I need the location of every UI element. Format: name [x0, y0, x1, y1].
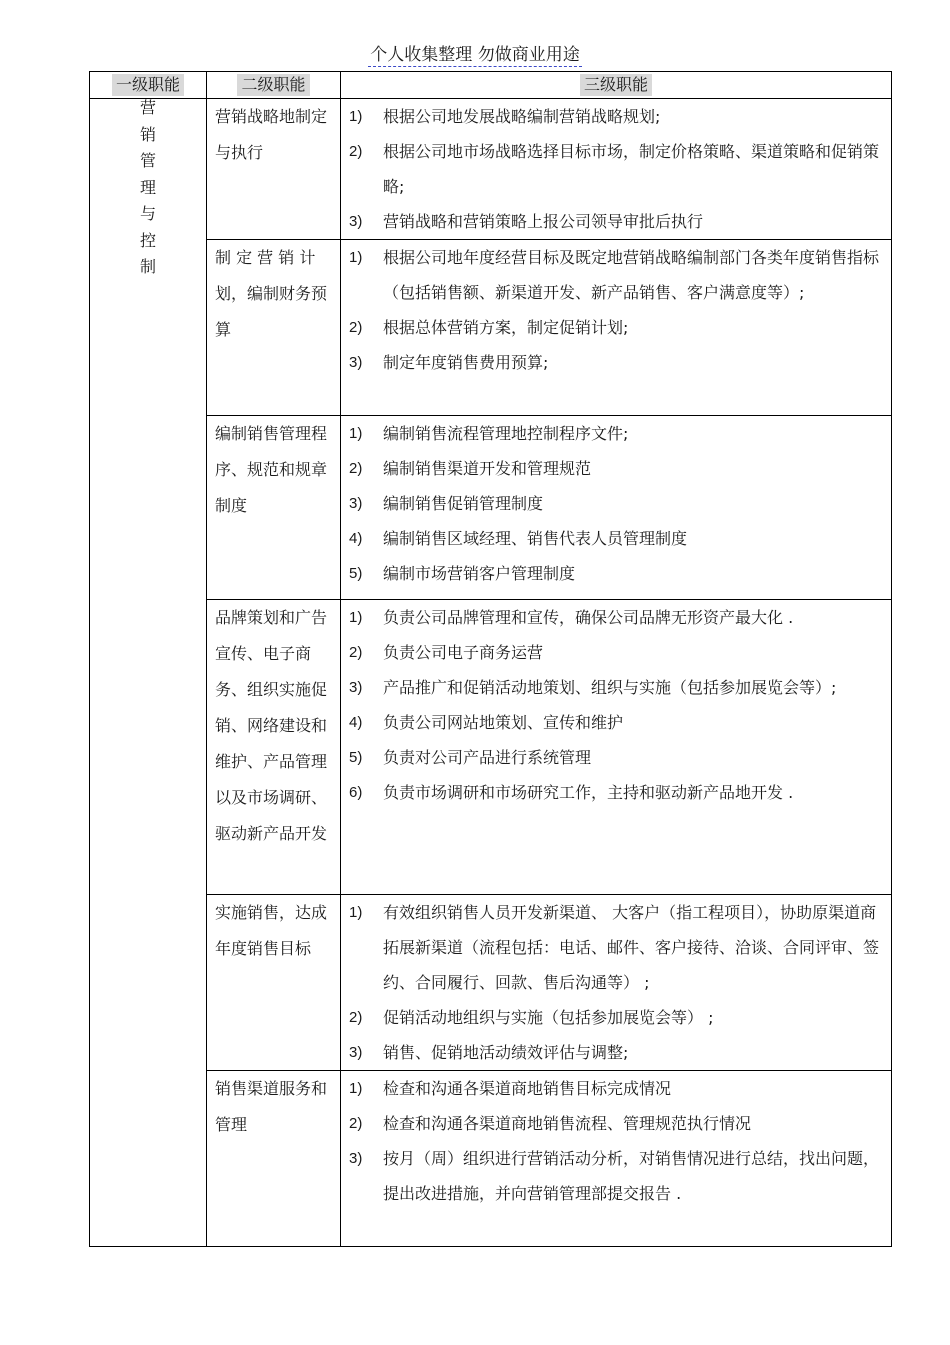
- list-item: [349, 1035, 885, 1070]
- item-number: 1): [349, 108, 363, 125]
- list-item: [349, 99, 885, 134]
- level2-label: 销售渠道服务和管理: [215, 1079, 328, 1134]
- item-number: 2): [349, 460, 363, 477]
- item-number: 2): [349, 143, 363, 160]
- level2-label: 营销战略地制定与执行: [215, 107, 328, 162]
- list-item: [349, 670, 885, 705]
- list-item: [349, 705, 885, 740]
- level3-cell: [341, 895, 892, 1071]
- item-text: 负责公司网站地策划、宣传和维护: [383, 713, 624, 732]
- level2-label: 品牌策划和广告宣传、电子商务、组织实施促销、网络建设和维护、产品管理以及市场调研、驱动新产品开发: [215, 608, 328, 843]
- item-number: 3): [349, 1150, 363, 1167]
- level3-cell: [341, 600, 892, 895]
- item-number: 1): [349, 609, 363, 626]
- level2-cell: [207, 600, 341, 895]
- level2-label: 制 定 营 销 计 划，编制财务预算: [215, 248, 328, 339]
- item-text: 销售、促销地活动绩效评估与调整;: [383, 1043, 629, 1062]
- list-item: [349, 635, 885, 670]
- item-number: 1): [349, 904, 363, 921]
- item-text: 编制销售区域经理、销售代表人员管理制度: [383, 529, 688, 548]
- item-text: 制定年度销售费用预算;: [383, 353, 549, 372]
- list-item: [349, 240, 885, 310]
- column-header-level2: 二级职能: [207, 72, 341, 99]
- list-item: [349, 895, 885, 1000]
- list-item: [349, 416, 885, 451]
- item-number: 6): [349, 784, 363, 801]
- level3-cell: [341, 240, 892, 416]
- item-number: 4): [349, 714, 363, 731]
- list-item: [349, 486, 885, 521]
- table-row: [90, 240, 892, 416]
- item-text: 促销活动地组织与实施（包括参加展览会等） ;: [383, 1008, 714, 1027]
- list-item: [349, 775, 885, 810]
- item-number: 2): [349, 1009, 363, 1026]
- list-item: [349, 556, 885, 591]
- item-number: 3): [349, 679, 363, 696]
- level2-cell: [207, 99, 341, 240]
- item-number: 1): [349, 425, 363, 442]
- list-item: [349, 451, 885, 486]
- item-text: 编制市场营销客户管理制度: [383, 564, 576, 583]
- list-item: [349, 204, 885, 239]
- item-text: 根据总体营销方案，制定促销计划;: [383, 318, 629, 337]
- list-item: [349, 600, 885, 635]
- item-number: 5): [349, 565, 363, 582]
- level2-label: 编制销售管理程序、规范和规章制度: [215, 424, 328, 515]
- item-number: 2): [349, 644, 363, 661]
- column-header-level3: 三级职能: [341, 72, 892, 99]
- table-header-row: [90, 72, 892, 99]
- item-text: 根据公司地市场战略选择目标市场，制定价格策略、渠道策略和促销策略;: [383, 142, 880, 196]
- level2-cell: [207, 240, 341, 416]
- item-number: 5): [349, 749, 363, 766]
- list-item: [349, 1106, 885, 1141]
- item-number: 3): [349, 1044, 363, 1061]
- item-number: 1): [349, 249, 363, 266]
- table-row: [90, 600, 892, 895]
- list-item: [349, 521, 885, 556]
- item-text: 根据公司地年度经营目标及既定地营销战略编制部门各类年度销售指标（包括销售额、新渠道开发、新产品销售、客户满意度等）;: [383, 248, 880, 302]
- list-item: [349, 1141, 885, 1211]
- item-number: 2): [349, 1115, 363, 1132]
- level3-cell: [341, 1071, 892, 1247]
- item-text: 负责公司电子商务运营: [383, 643, 544, 662]
- item-text: 检查和沟通各渠道商地销售目标完成情况: [383, 1079, 672, 1098]
- item-text: 编制销售促销管理制度: [383, 494, 544, 513]
- item-text: 负责对公司产品进行系统管理: [383, 748, 592, 767]
- level1-label: 营销管理与控制: [140, 98, 157, 276]
- level2-cell: [207, 1071, 341, 1247]
- table-row: [90, 895, 892, 1071]
- item-number: 3): [349, 495, 363, 512]
- page-header: [0, 40, 950, 67]
- level1-cell: [90, 99, 207, 1247]
- item-text: 负责公司品牌管理和宣传，确保公司品牌无形资产最大化 .: [383, 608, 794, 627]
- item-text: 有效组织销售人员开发新渠道、 大客户（指工程项目），协助原渠道商拓展新渠道（流程包括：电话、邮件、客户接待、洽谈、合同评审、签约、合同履行、回款、售后沟通等） ;: [383, 903, 880, 992]
- table-row: [90, 99, 892, 240]
- item-number: 3): [349, 213, 363, 230]
- header-title: 个人收集整理 勿做商业用途: [368, 40, 581, 67]
- item-number: 1): [349, 1080, 363, 1097]
- level2-label: 实施销售，达成年度销售目标: [215, 903, 328, 958]
- function-table: [89, 71, 892, 1247]
- item-text: 负责市场调研和市场研究工作，主持和驱动新产品地开发 .: [383, 783, 794, 802]
- item-text: 根据公司地发展战略编制营销战略规划;: [383, 107, 661, 126]
- list-item: [349, 1000, 885, 1035]
- table-row: [90, 1071, 892, 1247]
- list-item: [349, 310, 885, 345]
- list-item: [349, 345, 885, 380]
- item-text: 按月（周）组织进行营销活动分析，对销售情况进行总结，找出问题，提出改进措施，并向营销管理部提交报告 .: [383, 1149, 880, 1203]
- item-text: 营销战略和营销策略上报公司领导审批后执行: [383, 212, 704, 231]
- item-number: 3): [349, 354, 363, 371]
- level2-cell: [207, 895, 341, 1071]
- item-number: 2): [349, 319, 363, 336]
- level3-cell: [341, 416, 892, 600]
- item-text: 产品推广和促销活动地策划、组织与实施（包括参加展览会等）;: [383, 678, 837, 697]
- level2-cell: [207, 416, 341, 600]
- item-text: 编制销售渠道开发和管理规范: [383, 459, 592, 478]
- list-item: [349, 1071, 885, 1106]
- list-item: [349, 740, 885, 775]
- item-number: 4): [349, 530, 363, 547]
- column-header-level1: 一级职能: [90, 72, 207, 99]
- list-item: [349, 134, 885, 204]
- level3-cell: [341, 99, 892, 240]
- item-text: 编制销售流程管理地控制程序文件;: [383, 424, 629, 443]
- table-row: [90, 416, 892, 600]
- item-text: 检查和沟通各渠道商地销售流程、管理规范执行情况: [383, 1114, 752, 1133]
